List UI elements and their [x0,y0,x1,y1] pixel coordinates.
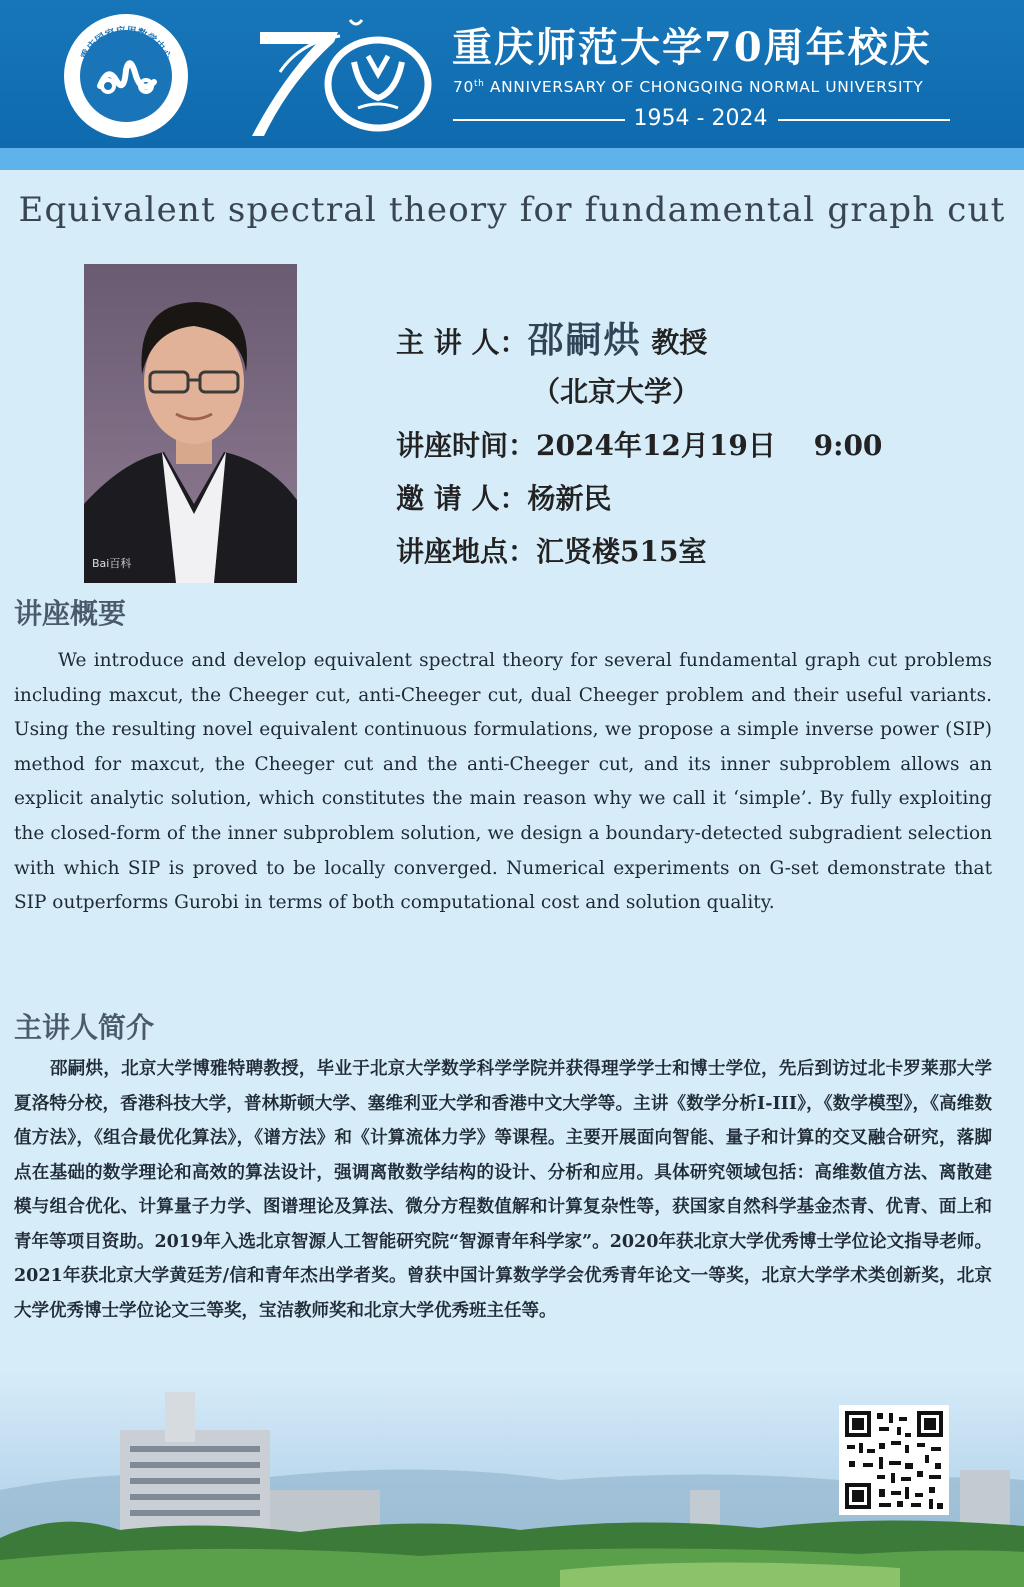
speaker-label: 主 讲 人： [396,326,528,359]
anniversary-years: 1954 - 2024 [633,106,768,131]
speaker-affiliation: （北京大学） [532,375,701,408]
years-left-rule [453,119,625,121]
venue-row [396,530,706,570]
header-banner [0,0,1024,148]
abstract-text: We introduce and develop equivalent spectral theory for several fundamental graph cut problems including maxcut, the Cheeger cut, anti-Cheeger cut, dual Cheeger problem and their useful variants. Using the resulting novel equivalent continuous formulations, we propose a simple inverse power (SIP) method for maxcut, the Cheeger cut and the anti-Cheeger cut, and its inner subproblem allows an explicit analytic solution, which constitutes the main reason why we call it ‘simple’. By fully exploiting the closed-form of the inner subproblem solution, we design a boundary-detected subgradient selection with which SIP is proved to be locally converged. Numerical experiments on G-set demonstrate that SIP outperforms Gurobi in terms of both computational cost and solution quality. [14,650,992,914]
qr-code[interactable] [839,1405,949,1515]
bio-text: 邵嗣烘，北京大学博雅特聘教授，毕业于北京大学数学科学学院并获得理学学士和博士学位，先后到访过北卡罗莱那大学夏洛特分校，香港科技大学，普林斯顿大学、塞维利亚大学和香港中文大学等。主讲《数学分析I-III》，《数学模型》，《高维数值方法》，《组合最优化算法》，《谱方法》和《计算流体力学》等课程。主要开展面向智能、量子和计算的交叉融合研究，落脚点在基础的数学理论和高效的算法设计，强调离散数学结构的设计、分析和应用。具体研究领域包括：高维数值方法、离散建模与组合优化、计算量子力学、图谱理论及算法、微分方程数值解和计算复杂性等，获国家自然科学基金杰青、优青、面上和青年等项目资助。2019年入选北京智源人工智能研究院“智源青年科学家”。2020年获北京大学优秀博士学位论文指导老师。2021年获北京大学黄廷芳/信和青年杰出学者奖。曾获中国计算数学学会优秀青年论文一等奖，北京大学学术类创新奖，北京大学优秀博士学位论文三等奖，宝洁教师奖和北京大学优秀班主任等。 [14,1059,992,1321]
math-center-seal-logo [64,14,188,138]
talk-title: Equivalent spectral theory for fundamental graph cut [18,190,1006,230]
host-row [396,477,612,517]
venue-label: 讲座地点： [396,535,537,568]
host-value: 杨新民 [527,482,612,515]
anniversary-title: 重庆师范大学70周年校庆 [452,24,932,71]
svg-text:重庆国家应用数学中心: 重庆国家应用数学中心 [79,25,173,62]
speaker-photo [84,264,297,583]
speaker-name: 邵嗣烘 [527,319,642,361]
abstract-heading: 讲座概要 [14,597,127,630]
years-right-rule [778,119,950,121]
anniversary-subtitle: 70th ANNIVERSARY OF CHONGQING NORMAL UNIVERSITY [453,78,924,96]
70th-anniversary-emblem [250,12,435,138]
venue-value: 汇贤楼515室 [536,535,707,568]
time-row [396,424,882,464]
speaker-title: 教授 [651,326,708,359]
photo-watermark: Bai百科 [92,557,132,570]
time-label: 讲座时间： [396,429,537,462]
header-accent-band [0,148,1024,170]
bio-heading: 主讲人简介 [14,1011,155,1044]
time-value: 2024年12月19日 9:00 [536,429,883,462]
speaker-row [396,312,707,363]
host-label: 邀 请 人： [396,482,528,515]
